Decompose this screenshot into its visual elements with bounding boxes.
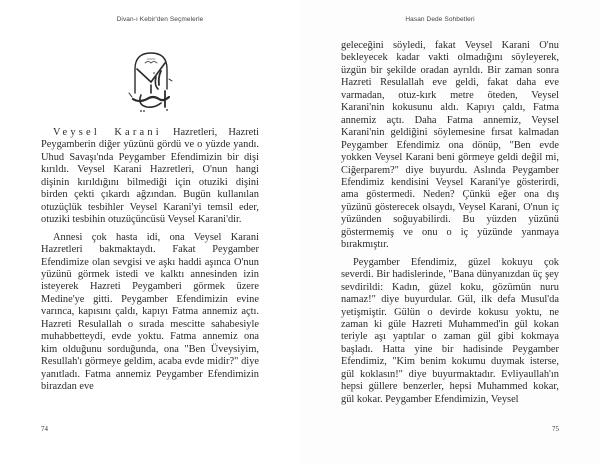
page-number-right: 75 xyxy=(552,425,559,433)
paragraph xyxy=(41,127,259,227)
paragraph: Peygamber Efendimiz, güzel kokuyu çok severdi. Bir hadislerinde, "Bana dünyanızdan üç şey sevdirildi: Kadın, güzel koku, gözümün nuru namaz!" diye buyurdular. Gül, ilk defa Musul'da yetişmiştir. Gülün o devirde kokusu yoktu, ne zaman ki güle Hazreti Muhammed'in gül kokan teriyle aşı yaptılar o zaman gül gibi kokmaya başladı. Hatta yine bir hadisinde Peygamber Efendimiz, "Kim benim kokumu duymak isterse, gül koklasın!" diye buyurmaktadır. Evliyaullah'ın hepsi güllere benzerler, hepsi Muhammed kokar, gül kokar. Peygamber Efendimizin, Veysel xyxy=(341,256,559,405)
running-head-right: Hasan Dede Sohbetleri xyxy=(405,16,475,23)
right-page-body xyxy=(341,40,559,411)
left-page-body xyxy=(41,127,259,399)
paragraph-lead: Veysel Karani xyxy=(53,127,162,138)
calligraphy-emblem-icon xyxy=(121,49,181,115)
paragraph-text: Hazretleri, Hazreti Peygamberin diğer yüzünü gördü ve o yüzde yandı. Uhud Savaşı'nda Peygamber Efendimizin bir dişi kırıldı. Veysel Karani Hazretleri, O'nun hangi dişinin kırıldığını bilmediği için otuziki dişini birden çekti çıkardı ağzından. Bugün kullanılan otuzüçlük tesbihler Veysel Karani'yi temsil eder, otuziki tesbihin otuzüçüncüsü Veysel Karani'dir. xyxy=(41,127,259,226)
paragraph: Annesi çok hasta idi, ona Veysel Karani Hazretleri bakmaktaydı. Fakat Peygamber Efendimize olan sevgisi ve aşkı haddi aşınca O'nun yüzünü görmek istedi ve kalktı annesinden izin isteyerek Hazreti Peygamberi görmek üzere Medine'ye gitti. Peygamber Efendimizin evine varınca, kapısını çaldı, kapıyı Fatma annemiz açtı. Hazreti Resulallah o sırada mescitte sahabesiyle muhabbetteydi, evde yoktu. Fatma annemiz ona kim olduğunu sorduğunda, ona "Ben Üveysiyim, Resullah'ı görmeye geldim, acaba evde midir?" diye yanıtladı. Fatma annemiz Peygamber Efendimizin birazdan eve xyxy=(41,231,259,393)
running-head-left: Divan-ı Kebir'den Seçmelerle xyxy=(116,16,204,23)
paragraph: geleceğini söyledi, fakat Veysel Karani O'nu bekleyecek kadar vakti olmadığını söyleyerek, üzgün bir şekilde oradan ayrıldı. Bir zaman sonra Hazreti Resulallah eve geldi, fakat daha eve varmadan, otuz-kırk metre öteden, Veysel Karani'nin kokusunu aldı. Kapıyı çaldı, Fatma annemiz açtı. Daha Fatma annemiz, Veysel Karani'nin geldiğini söylemesine fırsat kalmadan Peygamber Efendimiz ona dönüp, "Ben evde yokken Veysel Karani beni görmeye geldi değil mi, Ciğerparem?" diye buyurdu. Aslında Peygamber Efendimiz kendisini Veysel Karani'ye gösterirdi, ama göstermedi. Neden? Çünkü eğer ona dış yüzünü gösterecek olsaydı, Veysel Karani, O'nun iç yüzünden soğuyabilirdi. Bu yüzden yüzünü göstermemiş ve onu o iç yüzünde yanmaya bırakmıştır. xyxy=(341,40,559,251)
right-page xyxy=(300,0,600,463)
page-number-left: 74 xyxy=(41,425,48,433)
